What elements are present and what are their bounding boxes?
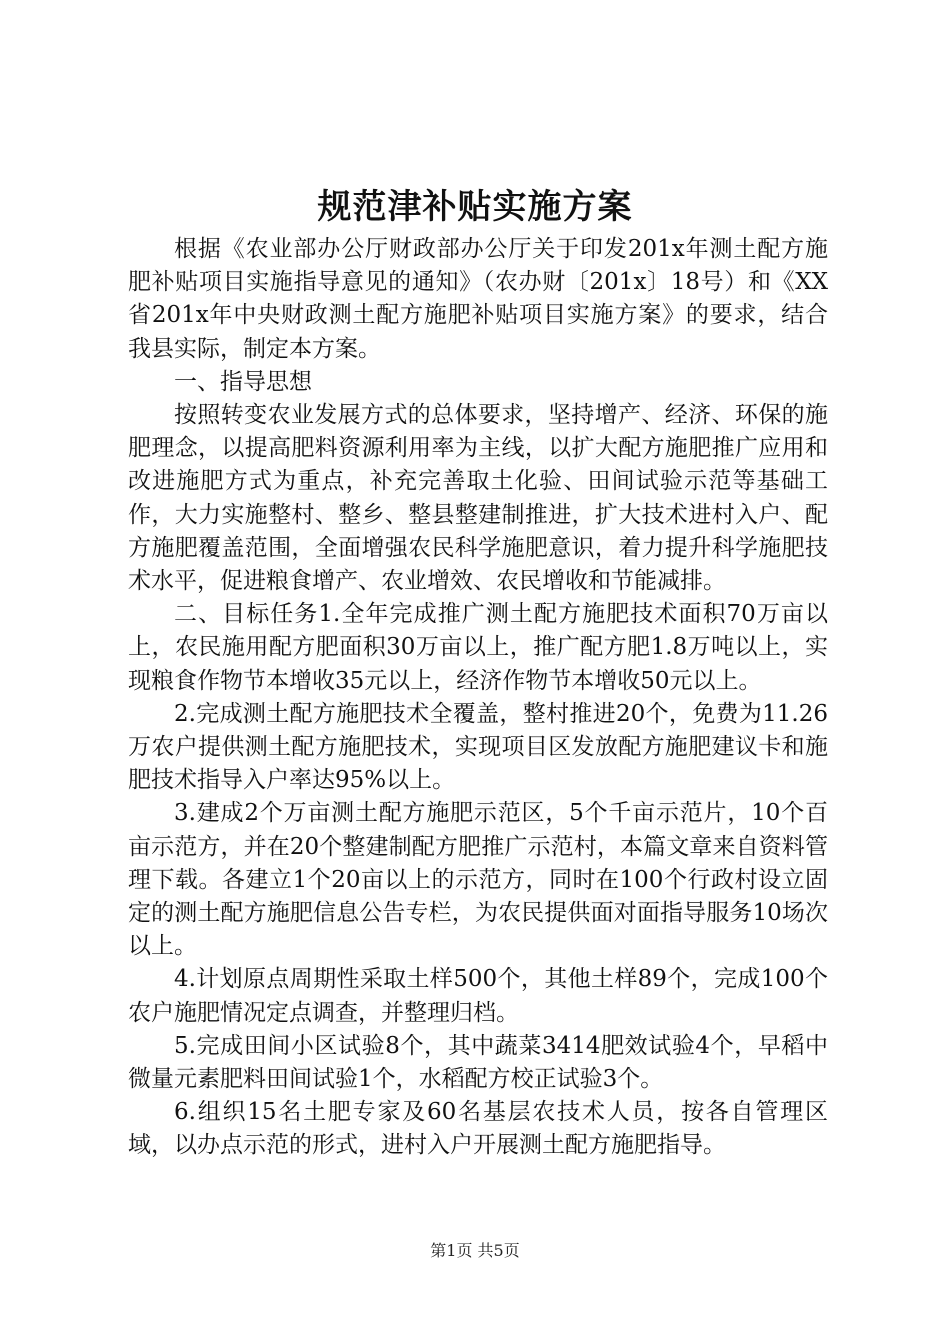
paragraph-guiding-ideology: 按照转变农业发展方式的总体要求，坚持增产、经济、环保的施肥理念，以提高肥料资源利用率为主线，以扩大配方施肥推广应用和改进施肥方式为重点，补充完善取土化验、田间试验示范等基础工作，大力实施整村、整乡、整县整建制推进，扩大技术进村入户、配方施肥覆盖范围，全面增强农民科学施肥意识，着力提升科学施肥技术水平，促进粮食增产、农业增效、农民增收和节能减排。: [128, 402, 828, 595]
section-heading-guiding-ideology: 一、指导思想: [174, 368, 312, 395]
paragraph-target-task-1: 二、目标任务1.全年完成推广测土配方施肥技术面积70万亩以上，农民施用配方肥面积30万亩以上，推广配方肥1.8万吨以上，实现粮食作物节本增收35元以上，经济作物节本增收50元以上。: [128, 601, 828, 694]
paragraph-target-task-3: 3.建成2个万亩测土配方施肥示范区，5个千亩示范片，10个百亩示范方，并在20个整建制配方肥推广示范村，本篇文章来自资料管理下载。各建立1个20亩以上的示范方，同时在100个行政村设立固定的测土配方施肥信息公告专栏，为农民提供面对面指导服务10场次以上。: [128, 800, 828, 960]
paragraph-target-task-4: 4.计划原点周期性采取土样500个，其他土样89个，完成100个农户施肥情况定点调查，并整理归档。: [128, 966, 828, 1026]
paragraph-target-task-2: 2.完成测土配方施肥技术全覆盖，整村推进20个，免费为11.26万农户提供测土配方施肥技术，实现项目区发放配方施肥建议卡和施肥技术指导入户率达95%以上。: [128, 700, 828, 794]
document-title: 规范津补贴实施方案: [317, 187, 633, 227]
page-number-footer: 第1页 共5页: [430, 1241, 520, 1260]
paragraph-target-task-5: 5.完成田间小区试验8个，其中蔬菜3414肥效试验4个，早稻中微量元素肥料田间试验1个，水稻配方校正试验3个。: [128, 1032, 828, 1093]
paragraph-intro: 根据《农业部办公厅财政部办公厅关于印发201x年测土配方施肥补贴项目实施指导意见的通知》（农办财〔201x〕18号）和《XX省201x年中央财政测土配方施肥补贴项目实施方案》的要求，结合我县实际，制定本方案。: [128, 236, 828, 362]
document-body: [128, 233, 828, 1163]
paragraph-target-task-6: 6.组织15名土肥专家及60名基层农技术人员，按各自管理区域，以办点示范的形式，进村入户开展测土配方施肥指导。: [128, 1099, 828, 1159]
